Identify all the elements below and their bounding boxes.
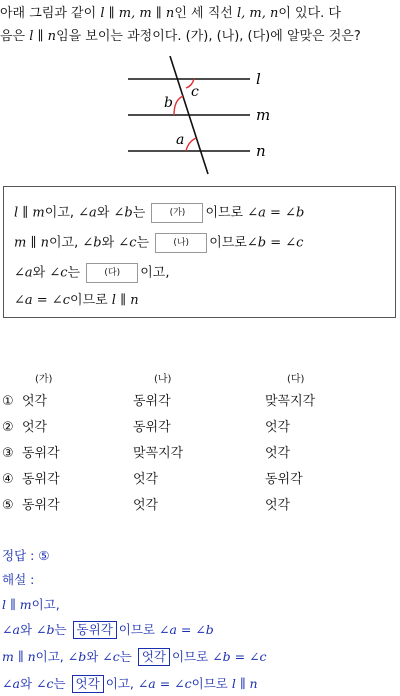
proof-box bbox=[3, 186, 396, 318]
proof-text: 는 bbox=[67, 265, 85, 281]
choice-na: 엇각 bbox=[133, 472, 159, 487]
blank-na: (나) bbox=[155, 233, 207, 253]
angle-arc-b bbox=[174, 96, 183, 115]
problem-line-2 bbox=[0, 27, 361, 47]
explanation-text: 와 bbox=[19, 676, 36, 691]
problem-text: 이 있다. 다 bbox=[278, 6, 341, 21]
math-expression: ∠c bbox=[118, 235, 137, 251]
math-expression: ∠c bbox=[102, 649, 120, 664]
proof-text: 는 bbox=[136, 235, 154, 251]
blank-ga: (가) bbox=[151, 203, 203, 223]
proof-text: 이고, bbox=[48, 235, 83, 251]
math-expression: ∠b bbox=[67, 649, 87, 664]
proof-text: 이므로 bbox=[209, 235, 247, 251]
math-expression: m ∥ n bbox=[14, 235, 49, 251]
math-expression: ∠c bbox=[36, 676, 54, 691]
choice-na: 엇각 bbox=[133, 498, 159, 513]
line-label-n: n bbox=[256, 142, 266, 160]
problem-line-1 bbox=[0, 4, 341, 24]
explanation-text: 이므로 bbox=[118, 622, 159, 637]
math-expression: l ∥ m, m ∥ n bbox=[100, 6, 175, 21]
explanation-text: 는 bbox=[54, 622, 71, 637]
proof-line-4 bbox=[14, 291, 139, 311]
explanation-text: 이고, bbox=[31, 597, 60, 612]
math-expression: l, m, n bbox=[236, 6, 279, 21]
explanation-text: 이므로 bbox=[171, 649, 213, 664]
choice-number: ④ bbox=[2, 472, 14, 487]
explanation-line-1 bbox=[2, 595, 60, 615]
choice-ga: 엇각 bbox=[22, 420, 48, 435]
math-expression: l ∥ n bbox=[29, 29, 57, 44]
math-expression: ∠b bbox=[36, 622, 55, 637]
math-expression: l ∥ m bbox=[2, 597, 32, 612]
explanation-text: 는 bbox=[53, 676, 70, 691]
blank-da: (다) bbox=[86, 263, 138, 283]
angle-label-c: c bbox=[191, 84, 199, 100]
choice-header-ga: (가) bbox=[35, 374, 53, 385]
answer-label: 정답 : ⑤ bbox=[2, 548, 50, 563]
explanation-text: 는 bbox=[119, 649, 136, 664]
explanation-line-4 bbox=[2, 674, 258, 694]
line-label-m: m bbox=[256, 106, 271, 124]
choice-na: 맞꼭지각 bbox=[133, 446, 184, 461]
math-expression: ∠a = ∠b bbox=[247, 205, 305, 221]
choice-number: ⑤ bbox=[2, 498, 14, 513]
proof-text: 와 bbox=[32, 265, 50, 281]
choice-number: ③ bbox=[2, 446, 14, 461]
math-expression: m ∥ n bbox=[2, 649, 36, 664]
choice-ga: 동위각 bbox=[22, 472, 60, 487]
proof-text: 와 bbox=[96, 205, 114, 221]
explanation-line-3 bbox=[2, 647, 267, 667]
angle-label-b: b bbox=[164, 95, 173, 111]
angle-label-a: a bbox=[176, 132, 185, 148]
math-expression: l ∥ m bbox=[14, 205, 45, 221]
proof-text: 이므로 bbox=[205, 205, 248, 221]
explanation-line-2 bbox=[2, 620, 214, 640]
choice-ga: 동위각 bbox=[22, 446, 60, 461]
problem-text: 음은 bbox=[0, 29, 30, 44]
explanation-text: 이고, bbox=[105, 676, 138, 691]
math-expression: l ∥ n bbox=[231, 676, 258, 691]
math-expression: l ∥ n bbox=[111, 293, 139, 308]
explanation-label: 해설 : bbox=[2, 572, 35, 587]
choice-da: 엇각 bbox=[265, 420, 291, 435]
math-expression: ∠a bbox=[78, 205, 97, 221]
math-expression: ∠a = ∠b bbox=[158, 622, 214, 637]
proof-line-3 bbox=[14, 263, 170, 284]
math-expression: ∠c bbox=[49, 265, 68, 281]
angle-arc-a bbox=[186, 138, 196, 151]
math-expression: ∠a bbox=[2, 622, 20, 637]
choice-da: 동위각 bbox=[265, 472, 303, 487]
math-expression: ∠a = ∠c bbox=[14, 293, 70, 308]
choice-number: ① bbox=[2, 394, 14, 409]
choice-header-na: (나) bbox=[154, 374, 172, 385]
proof-text: 이므로 bbox=[69, 293, 112, 308]
choice-da: 엇각 bbox=[265, 446, 291, 461]
choice-number: ② bbox=[2, 420, 14, 435]
math-expression: ∠b = ∠c bbox=[246, 235, 304, 251]
choice-header-da: (다) bbox=[287, 374, 305, 385]
answer-fill-box: 동위각 bbox=[73, 621, 117, 639]
math-expression: ∠a = ∠c bbox=[137, 676, 192, 691]
line-label-l: l bbox=[256, 70, 261, 88]
proof-text: 는 bbox=[132, 205, 150, 221]
math-expression: ∠a bbox=[14, 265, 33, 281]
parallel-lines-figure bbox=[118, 56, 288, 176]
choice-da: 엇각 bbox=[265, 498, 291, 513]
proof-text: 이고, bbox=[140, 265, 170, 281]
explanation-text: 이므로 bbox=[191, 676, 232, 691]
choice-ga: 동위각 bbox=[22, 498, 60, 513]
math-expression: ∠b = ∠c bbox=[212, 649, 267, 664]
proof-text: 이고, bbox=[44, 205, 79, 221]
problem-text: 아래 그림과 같이 bbox=[0, 6, 101, 21]
math-expression: ∠a bbox=[2, 676, 20, 691]
explanation-text: 이고, bbox=[35, 649, 68, 664]
choice-da: 맞꼭지각 bbox=[265, 394, 316, 409]
math-expression: ∠b bbox=[113, 205, 133, 221]
proof-line-2 bbox=[14, 233, 303, 254]
math-expression: ∠b bbox=[82, 235, 102, 251]
explanation-text: 와 bbox=[86, 649, 103, 664]
proof-text: 와 bbox=[101, 235, 119, 251]
explanation-text: 와 bbox=[19, 622, 36, 637]
choice-ga: 엇각 bbox=[22, 394, 48, 409]
answer-fill-box: 엇각 bbox=[72, 675, 104, 693]
problem-text: 임을 보이는 과정이다. (가), (나), (다)에 알맞은 것은? bbox=[56, 29, 361, 44]
problem-text: 인 세 직선 bbox=[174, 6, 237, 21]
answer-fill-box: 엇각 bbox=[138, 648, 170, 666]
choice-na: 동위각 bbox=[133, 420, 171, 435]
choice-na: 동위각 bbox=[133, 394, 171, 409]
proof-line-1 bbox=[14, 203, 304, 224]
